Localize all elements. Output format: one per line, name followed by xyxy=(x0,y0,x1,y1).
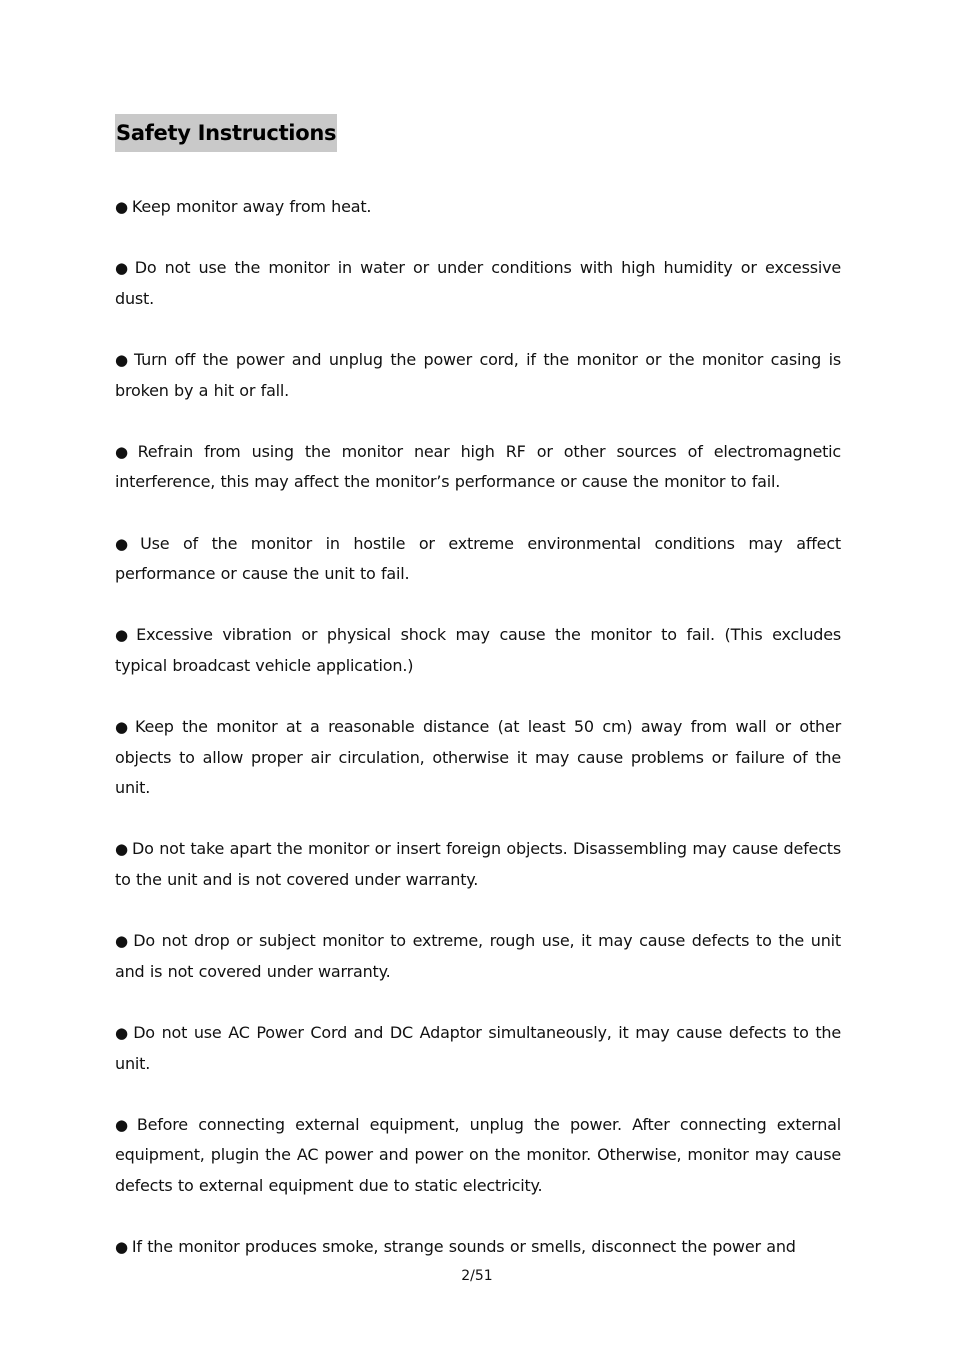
bullet-icon: ● xyxy=(115,932,130,951)
section-heading: Safety Instructions xyxy=(115,114,337,152)
list-item-text: Excessive vibration or physical shock may cause the monitor to fail. (This excludes typical broadcast vehicle application.) xyxy=(115,625,841,675)
bullet-icon: ● xyxy=(115,840,129,859)
bullet-icon: ● xyxy=(115,259,131,278)
list-item xyxy=(115,1110,841,1202)
list-item-text: Do not take apart the monitor or insert foreign objects. Disassembling may cause defects to the unit and is not covered under warranty. xyxy=(115,839,841,890)
bullet-icon: ● xyxy=(115,1115,133,1134)
list-item xyxy=(115,712,841,804)
list-item-text: Do not use the monitor in water or under conditions with high humidity or excessive dust. xyxy=(115,258,841,308)
safety-instructions-list xyxy=(115,192,841,1293)
list-item xyxy=(115,1018,841,1079)
list-item-text: Do not use AC Power Cord and DC Adaptor simultaneously, it may cause defects to the unit. xyxy=(115,1023,841,1073)
list-item xyxy=(115,529,841,590)
bullet-icon: ● xyxy=(115,350,131,369)
list-item-text: Before connecting external equipment, unplug the power. After connecting external equipment, plugin the AC power and power on the monitor. Otherwise, monitor may cause defects to external equipment due to static electricity. xyxy=(115,1114,841,1195)
list-item-text: Keep the monitor at a reasonable distance (at least 50 cm) away from wall or other objects to allow proper air circulation, otherwise it may cause problems or failure of the unit. xyxy=(115,717,842,798)
list-item xyxy=(115,620,841,681)
list-item-text: Turn off the power and unplug the power cord, if the monitor or the monitor casing is broken by a hit or fall. xyxy=(115,349,841,400)
bullet-icon: ● xyxy=(115,534,137,553)
bullet-icon: ● xyxy=(115,626,133,645)
list-item-text: Do not drop or subject monitor to extreme, rough use, it may cause defects to the unit and is not covered under warranty. xyxy=(115,931,841,981)
list-item xyxy=(115,253,841,314)
list-item xyxy=(115,834,841,895)
list-item-text: If the monitor produces smoke, strange sounds or smells, disconnect the power and xyxy=(131,1237,796,1257)
list-item-text: Refrain from using the monitor near high RF or other sources of electromagnetic interference, this may affect the monitor’s performance or cause the monitor to fail. xyxy=(115,441,842,492)
bullet-icon: ● xyxy=(115,718,131,737)
page-number: 2/51 xyxy=(461,1268,493,1284)
list-item xyxy=(115,1232,841,1263)
list-item xyxy=(115,192,841,223)
list-item-text: Use of the monitor in hostile or extreme environmental conditions may affect performance or cause the unit to fail. xyxy=(115,533,841,584)
list-item-text: Keep monitor away from heat. xyxy=(131,197,372,216)
bullet-icon: ● xyxy=(115,1024,130,1043)
list-item xyxy=(115,345,841,406)
bullet-icon: ● xyxy=(115,442,134,461)
list-item xyxy=(115,926,841,987)
list-item xyxy=(115,437,841,498)
bullet-icon: ● xyxy=(115,198,128,216)
bullet-icon: ● xyxy=(115,1238,128,1257)
